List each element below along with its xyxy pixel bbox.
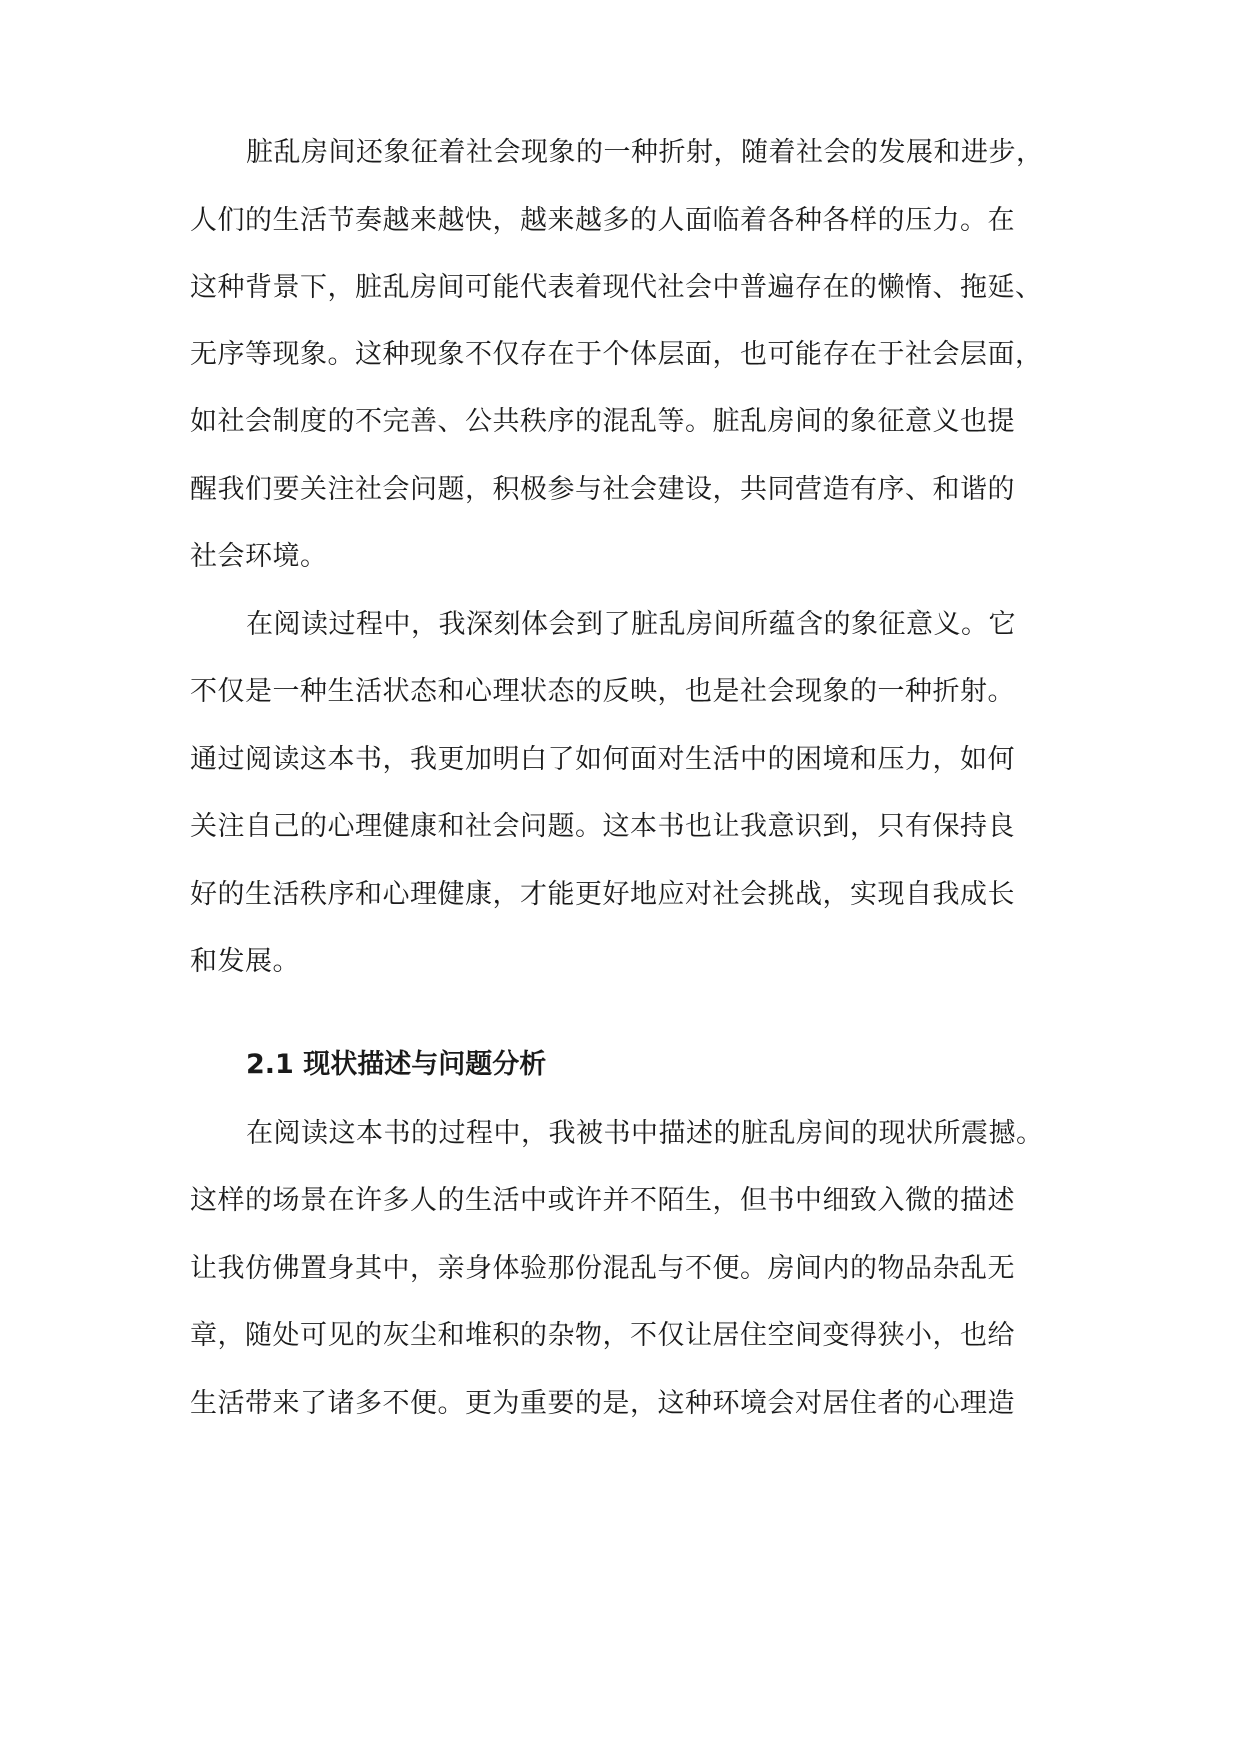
paragraph-2-line-3: 通过阅读这本书，我更加明白了如何面对生活中的困境和压力，如何: [190, 744, 1015, 775]
paragraph-2-line-5: 好的生活秩序和心理健康，才能更好地应对社会挑战，实现自我成长: [190, 879, 1015, 910]
section-paragraph-line-3: 让我仿佛置身其中，亲身体验那份混乱与不便。房间内的物品杂乱无: [190, 1253, 1015, 1284]
paragraph-2-line-1: 在阅读过程中，我深刻体会到了脏乱房间所蕴含的象征意义。它: [246, 609, 1016, 640]
paragraph-2-line-6: 和发展。: [190, 946, 300, 977]
section-paragraph-line-4: 章，随处可见的灰尘和堆积的杂物，不仅让居住空间变得狭小，也给: [190, 1320, 1015, 1351]
section-paragraph-line-5: 生活带来了诸多不便。更为重要的是，这种环境会对居住者的心理造: [190, 1388, 1015, 1419]
paragraph-2-line-4: 关注自己的心理健康和社会问题。这本书也让我意识到，只有保持良: [190, 811, 1015, 842]
paragraph-1-line-6: 醒我们要关注社会问题，积极参与社会建设，共同营造有序、和谐的: [190, 474, 1015, 505]
section-paragraph-line-2: 这样的场景在许多人的生活中或许并不陌生，但书中细致入微的描述: [190, 1185, 1015, 1216]
paragraph-1-line-3: 这种背景下，脏乱房间可能代表着现代社会中普遍存在的懒惰、拖延、: [190, 272, 1043, 303]
paragraph-1-line-5: 如社会制度的不完善、公共秩序的混乱等。脏乱房间的象征意义也提: [190, 406, 1015, 437]
paragraph-1-line-2: 人们的生活节奏越来越快，越来越多的人面临着各种各样的压力。在: [190, 205, 1015, 236]
paragraph-1-line-4: 无序等现象。这种现象不仅存在于个体层面，也可能存在于社会层面，: [190, 339, 1043, 370]
paragraph-1-line-7: 社会环境。: [190, 541, 328, 572]
section-heading: 2.1 现状描述与问题分析: [246, 1049, 547, 1080]
paragraph-1-line-1: 脏乱房间还象征着社会现象的一种折射，随着社会的发展和进步，: [246, 137, 1044, 168]
section-paragraph-line-1: 在阅读这本书的过程中，我被书中描述的脏乱房间的现状所震撼。: [246, 1118, 1044, 1149]
paragraph-2-line-2: 不仅是一种生活状态和心理状态的反映，也是社会现象的一种折射。: [190, 676, 1015, 707]
